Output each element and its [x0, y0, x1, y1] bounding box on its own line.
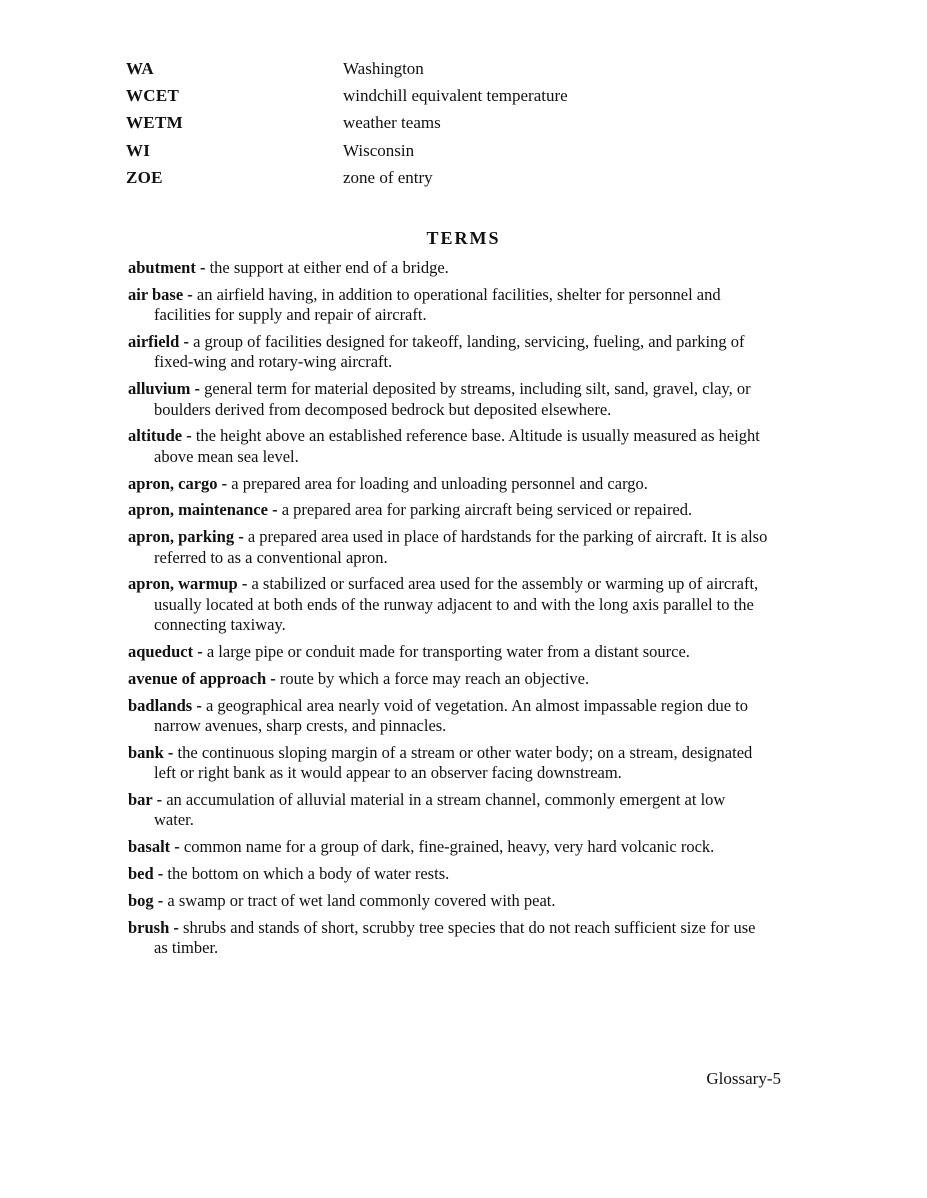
abbreviation-row [126, 137, 826, 164]
term-definition: common name for a group of dark, fine-grained, heavy, very hard volcanic rock. [179, 837, 715, 857]
abbreviation-row [126, 55, 826, 82]
term-name: altitude - [128, 426, 192, 446]
term-definition: a prepared area used in place of hardstands for the parking of aircraft. It is also referred to as a conventional apron. [154, 527, 768, 567]
term-definition: shrubs and stands of short, scrubby tree species that do not reach sufficient size for use as timber. [154, 917, 756, 958]
term-entry [128, 696, 768, 737]
abbreviation-code: WCET [126, 86, 180, 106]
term-name: apron, warmup - [128, 574, 248, 594]
abbreviation-code: WETM [126, 113, 183, 133]
page-number: Glossary-5 [706, 1069, 781, 1088]
term-name: basalt - [128, 837, 180, 857]
term-definition: a prepared area for parking aircraft being serviced or repaired. [277, 500, 693, 520]
terms-list [128, 258, 768, 965]
term-entry [128, 379, 768, 420]
term-entry [128, 574, 768, 635]
term-entry [128, 918, 768, 959]
term-entry [128, 837, 768, 857]
term-entry [128, 527, 768, 568]
term-entry [128, 642, 768, 662]
abbreviation-definition: Wisconsin [343, 140, 415, 160]
abbreviation-code: WI [126, 140, 151, 160]
abbreviation-list [126, 55, 826, 192]
term-name: brush - [128, 917, 179, 937]
section-heading: TERMS [426, 228, 501, 248]
term-name: apron, parking - [128, 527, 244, 547]
term-name: bed - [128, 864, 164, 884]
abbreviation-definition: windchill equivalent temperature [343, 86, 568, 106]
term-definition: the bottom on which a body of water rests. [163, 864, 450, 884]
term-definition: a swamp or tract of wet land commonly covered with peat. [163, 890, 556, 910]
abbreviation-definition: weather teams [343, 113, 441, 133]
abbreviation-definition: zone of entry [343, 168, 433, 188]
term-entry [128, 426, 768, 467]
term-definition: general term for material deposited by streams, including silt, sand, gravel, clay, or boulders derived from decomposed bedrock but deposited elsewhere. [154, 379, 751, 419]
term-entry [128, 332, 768, 373]
term-definition: the support at either end of a bridge. [205, 258, 449, 277]
term-definition: an accumulation of alluvial material in a stream channel, commonly emergent at low water. [154, 790, 726, 830]
term-definition: a stabilized or surfaced area used for the assembly or warming up of aircraft, usually located at both ends of the runway adjacent to and with the long axis parallel to the connecting taxiway. [154, 574, 759, 635]
abbreviation-row [126, 82, 826, 109]
abbreviation-row [126, 165, 826, 192]
term-name: bank - [128, 742, 174, 762]
term-entry [128, 790, 768, 831]
term-definition: route by which a force may reach an objective. [275, 668, 590, 688]
term-definition: a large pipe or conduit made for transporting water from a distant source. [202, 642, 690, 662]
term-name: alluvium - [128, 379, 200, 399]
term-definition: a group of facilities designed for takeoff, landing, servicing, fueling, and parking of fixed-wing and rotary-wing aircraft. [154, 332, 745, 372]
term-entry [128, 864, 768, 884]
term-name: airfield - [128, 332, 189, 351]
term-entry [128, 743, 768, 784]
term-name: aqueduct - [128, 642, 203, 662]
term-definition: an airfield having, in addition to operational facilities, shelter for personnel and facilities for supply and repair of aircraft. [154, 284, 721, 325]
term-name: badlands - [128, 695, 202, 715]
term-definition: the continuous sloping margin of a stream or other water body; on a stream, designated left or right bank as it would appear to an observer facing downstream. [154, 742, 753, 783]
abbreviation-row [126, 110, 826, 137]
term-definition: the height above an established reference base. Altitude is usually measured as height above mean sea level. [154, 426, 760, 466]
term-entry [128, 258, 768, 278]
term-name: bog - [128, 890, 164, 910]
term-name: avenue of approach - [128, 668, 276, 688]
term-name: abutment - [128, 258, 206, 277]
term-definition: a prepared area for loading and unloading personnel and cargo. [227, 473, 648, 493]
term-definition: a geographical area nearly void of vegetation. An almost impassable region due to narrow avenues, sharp crests, and pinnacles. [154, 695, 748, 736]
term-name: apron, cargo - [128, 473, 228, 493]
term-entry [128, 285, 768, 326]
term-name: air base - [128, 284, 193, 304]
term-entry [128, 500, 768, 520]
term-entry [128, 891, 768, 911]
term-name: bar - [128, 790, 163, 810]
term-name: apron, maintenance - [128, 500, 278, 520]
term-entry [128, 474, 768, 494]
abbreviation-code: WA [126, 58, 154, 78]
abbreviation-definition: Washington [343, 58, 424, 78]
term-entry [128, 669, 768, 689]
abbreviation-code: ZOE [126, 168, 163, 188]
